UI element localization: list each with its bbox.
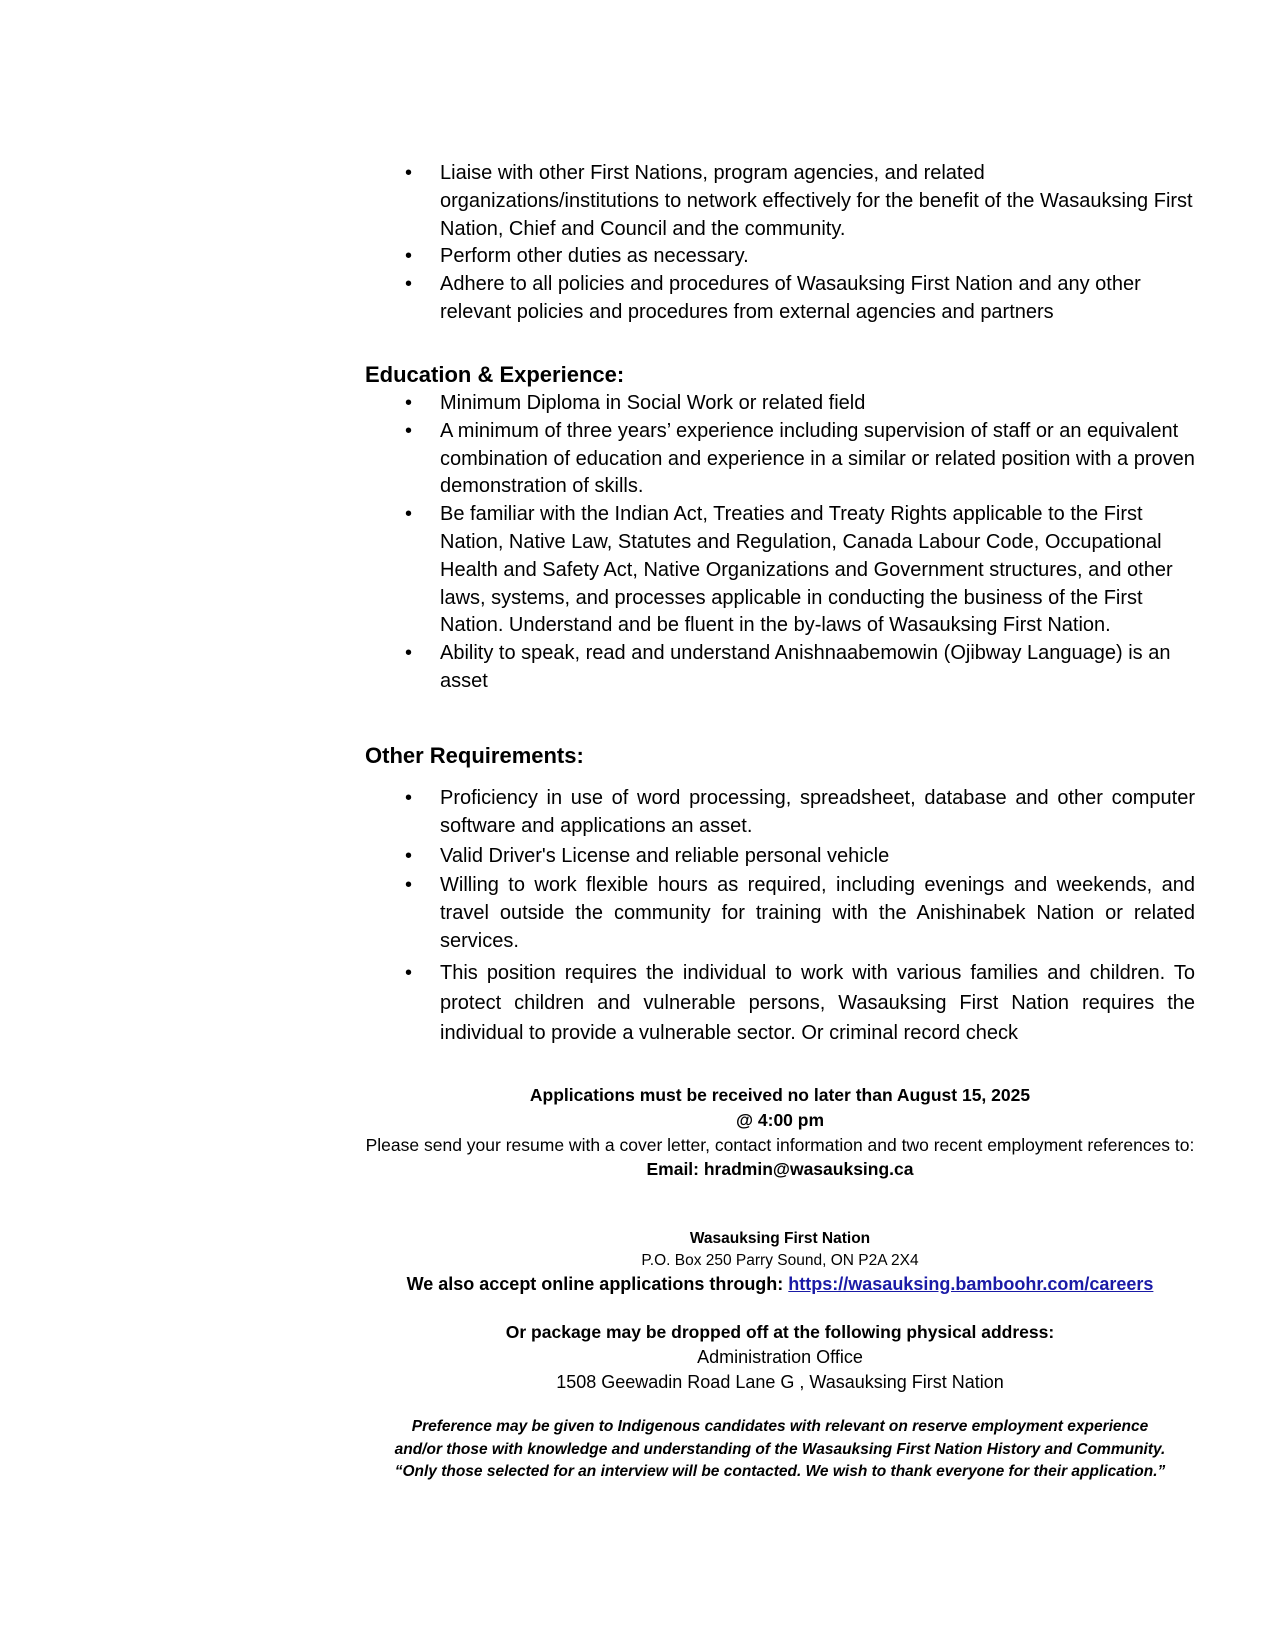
bullet-icon: • — [405, 419, 413, 442]
list-item: • Adhere to all policies and procedures of Wasauksing First Nation and any other relevant policies and procedures from external agencies and partners — [405, 273, 1141, 323]
other-requirements-list — [365, 785, 1195, 1048]
po-box: P.O. Box 250 Parry Sound, ON P2A 2X4 — [641, 1252, 919, 1269]
bullet-icon: • — [405, 162, 413, 184]
online-applications-line — [365, 1272, 1195, 1297]
list-item: • Proficiency in use of word processing, spreadsheet, database and other computer software and applications an asset. — [405, 787, 1195, 837]
careers-link[interactable]: https://wasauksing.bamboohr.com/careers — [788, 1274, 1154, 1294]
bullet-icon: • — [405, 844, 413, 867]
list-item: • This position requires the individual to work with various families and children. To protect children and vulnerable persons, Wasauksing First Nation requires the individual to provide a vulnerable sector. Or criminal record check — [365, 958, 1195, 1048]
list-item: • Perform other duties as necessary. — [365, 243, 1195, 271]
duties-list — [365, 160, 1195, 327]
online-applications-label: We also accept online applications through: — [406, 1274, 789, 1294]
bullet-icon: • — [405, 503, 413, 526]
deadline-text: Applications must be received no later than August 15, 2025 — [529, 1085, 1031, 1105]
bullet-icon: • — [405, 874, 413, 897]
footer-line: “Only those selected for an interview will be contacted. We wish to thank everyone for their application.” — [394, 1463, 1166, 1480]
deadline-time: @ 4:00 pm — [735, 1110, 825, 1130]
mailing-address — [365, 1228, 1195, 1297]
bullet-icon: • — [405, 245, 413, 268]
list-item: • Minimum Diploma in Social Work or related field — [365, 390, 1195, 418]
footer-note — [365, 1416, 1195, 1484]
list-item: • A minimum of three years’ experience including supervision of staff or an equivalent combination of education and experience in a similar or related position with a proven demonstration of skills. — [405, 419, 1195, 498]
bullet-icon: • — [405, 273, 413, 296]
office-name: Administration Office — [697, 1347, 863, 1367]
list-item: • Liaise with other First Nations, program agencies, and related organizations/institutions to network effectively for the benefit of the Wasauksing First Nation, Chief and Council and the community. — [405, 162, 1193, 240]
bullet-icon: • — [405, 642, 413, 665]
education-heading: Education & Experience: — [365, 362, 625, 387]
list-item: • Be familiar with the Indian Act, Treaties and Treaty Rights applicable to the First Nation, Native Law, Statutes and Regulation, Canada Labour Code, Occupational Health and Safety Act, Native Organizations and Government structures, and other laws, systems, and processes applicable in conducting the business of the First Nation. Understand and be fluent in the by-laws of Wasauksing First Nation. — [405, 503, 1173, 637]
email-line: Email: hradmin@wasauksing.ca — [646, 1159, 914, 1179]
send-instructions: Please send your resume with a cover letter, contact information and two recent employment references to: — [365, 1135, 1195, 1155]
other-requirements-section — [365, 741, 1195, 1050]
street-address: 1508 Geewadin Road Lane G , Wasauksing First Nation — [556, 1372, 1004, 1392]
bullet-icon: • — [405, 961, 413, 984]
list-item: • Ability to speak, read and understand Anishnaabemowin (Ojibway Language) is an asset — [405, 642, 1171, 692]
org-name: Wasauksing First Nation — [689, 1230, 871, 1247]
bullet-icon: • — [405, 392, 413, 414]
education-list — [365, 390, 1195, 696]
footer-line: and/or those with knowledge and understanding of the Wasauksing First Nation History and Community. — [394, 1440, 1166, 1458]
other-requirements-heading: Other Requirements: — [365, 743, 584, 768]
footer-line: Preference may be given to Indigenous candidates with relevant on reserve employment experience — [411, 1418, 1149, 1435]
physical-address — [365, 1320, 1195, 1395]
application-info — [365, 1083, 1195, 1182]
dropoff-text: Or package may be dropped off at the following physical address: — [505, 1322, 1055, 1342]
bullet-icon: • — [405, 787, 413, 809]
duties-section — [365, 160, 1195, 327]
education-section — [365, 360, 1195, 696]
list-item: • Willing to work flexible hours as required, including evenings and weekends, and travel outside the community for training with the Anishinabek Nation or related services. — [405, 874, 1195, 952]
list-item: • Valid Driver's License and reliable personal vehicle — [365, 843, 1195, 871]
